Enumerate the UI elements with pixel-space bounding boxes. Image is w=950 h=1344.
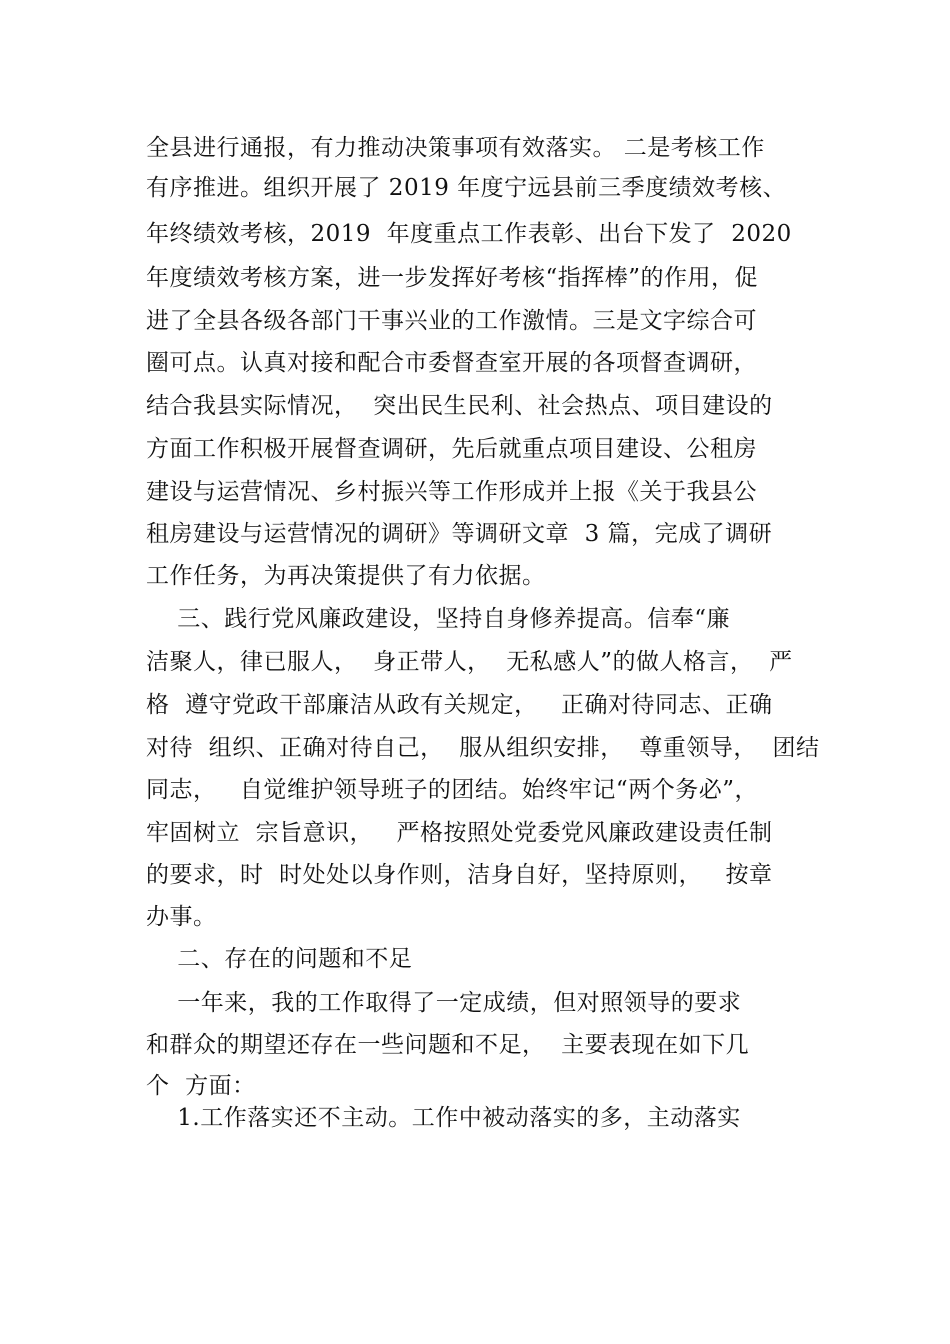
body-text-line: 同志， 自觉维护领导班子的团结。始终牢记“两个务必”， <box>146 777 758 803</box>
body-text-line: 进了全县各级各部门干事兴业的工作激情。三是文字综合可 <box>146 308 757 334</box>
body-text-line: 工作任务，为再决策提供了有力依据。 <box>146 563 546 589</box>
body-text-line: 1.工作落实还不主动。工作中被动落实的多，主动落实 <box>146 1105 741 1131</box>
body-text-line: 方面工作积极开展督查调研，先后就重点项目建设、公租房 <box>146 436 757 462</box>
body-text-line: 结合我县实际情况， 突出民生民利、社会热点、项目建设的 <box>146 393 773 419</box>
body-text-line: 个 方面： <box>146 1073 256 1099</box>
body-text-line: 圈可点。认真对接和配合市委督查室开展的各项督查调研， <box>146 350 757 376</box>
body-text-line: 牢固树立 宗旨意识， 严格按照处党委党风廉政建设责任制 <box>146 820 773 846</box>
body-text-line: 租房建设与运营情况的调研》等调研文章 3 篇，完成了调研 <box>146 521 773 547</box>
body-text-line: 年度绩效考核方案，进一步发挥好考核“指挥棒”的作用，促 <box>146 265 759 291</box>
section-heading: 二、存在的问题和不足 <box>146 946 413 972</box>
body-text-line: 办事。 <box>146 904 217 930</box>
body-text-line: 格 遵守党政干部廉洁从政有关规定， 正确对待同志、正确 <box>146 692 773 718</box>
body-text-line: 建设与运营情况、乡村振兴等工作形成并上报《关于我县公 <box>146 479 757 505</box>
body-text-line: 和群众的期望还存在一些问题和不足， 主要表现在如下几 <box>146 1032 750 1058</box>
body-text-line: 洁聚人，律已服人， 身正带人， 无私感人”的做人格言， 严 <box>146 649 793 675</box>
body-text-line: 一年来，我的工作取得了一定成绩，但对照领导的要求 <box>146 990 742 1016</box>
body-text-line: 三、践行党风廉政建设，坚持自身修养提高。信奉“廉 <box>146 606 731 632</box>
body-text-line: 全县进行通报，有力推动决策事项有效落实。 二是考核工作 <box>146 135 765 161</box>
body-text-line: 有序推进。组织开展了 2019 年度宁远县前三季度绩效考核、 <box>146 175 787 201</box>
body-text-line: 年终绩效考核，2019 年度重点工作表彰、出台下发了 2020 <box>146 221 792 247</box>
body-text-line: 对待 组织、正确对待自己， 服从组织安排， 尊重领导， 团结 <box>146 735 820 761</box>
body-text-line: 的要求，时 时处处以身作则，洁身自好，坚持原则， 按章 <box>146 862 773 888</box>
